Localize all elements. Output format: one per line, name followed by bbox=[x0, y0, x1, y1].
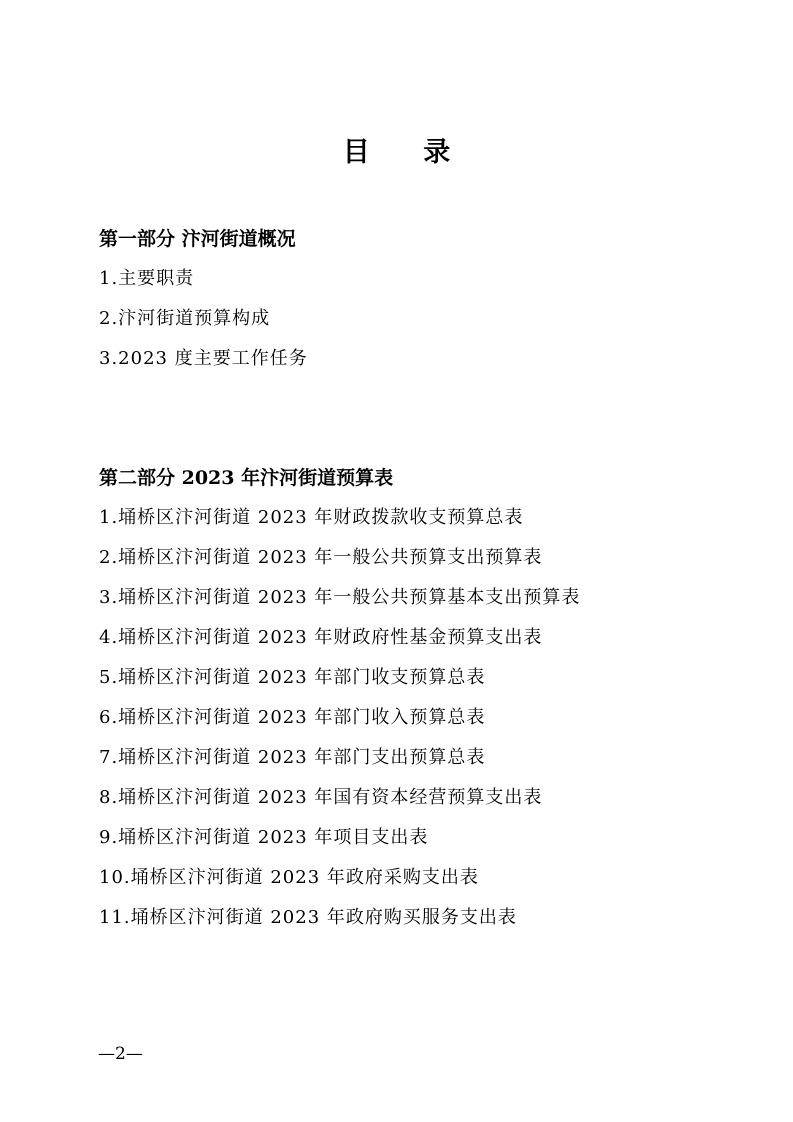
toc-item: 5.埇桥区汴河街道 2023 年部门收支预算总表 bbox=[99, 667, 486, 688]
toc-item: 8.埇桥区汴河街道 2023 年国有资本经营预算支出表 bbox=[99, 787, 543, 808]
toc-item: 4.埇桥区汴河街道 2023 年财政府性基金预算支出表 bbox=[99, 627, 543, 648]
toc-item: 1.埇桥区汴河街道 2023 年财政拨款收支预算总表 bbox=[99, 507, 524, 528]
part-2-heading: 第二部分 2023 年汴河街道预算表 bbox=[99, 467, 394, 489]
part-1-heading: 第一部分 汴河街道概况 bbox=[99, 228, 296, 250]
toc-item: 10.埇桥区汴河街道 2023 年政府采购支出表 bbox=[99, 867, 479, 888]
toc-item: 3.2023 度主要工作任务 bbox=[99, 348, 308, 369]
page-title: 目 录 bbox=[342, 137, 473, 168]
toc-item: 6.埇桥区汴河街道 2023 年部门收入预算总表 bbox=[99, 707, 486, 728]
toc-item: 3.埇桥区汴河街道 2023 年一般公共预算基本支出预算表 bbox=[99, 587, 581, 608]
toc-item: 11.埇桥区汴河街道 2023 年政府购买服务支出表 bbox=[99, 907, 517, 928]
toc-item: 9.埇桥区汴河街道 2023 年项目支出表 bbox=[99, 827, 429, 848]
toc-item: 7.埇桥区汴河街道 2023 年部门支出预算总表 bbox=[99, 747, 486, 768]
page-number: —2— bbox=[98, 1044, 143, 1064]
toc-item: 1.主要职责 bbox=[99, 268, 195, 289]
toc-item: 2.埇桥区汴河街道 2023 年一般公共预算支出预算表 bbox=[99, 547, 543, 568]
toc-item: 2.汴河街道预算构成 bbox=[99, 308, 271, 329]
toc-part-2 bbox=[99, 466, 739, 946]
toc-part-1 bbox=[99, 227, 739, 387]
